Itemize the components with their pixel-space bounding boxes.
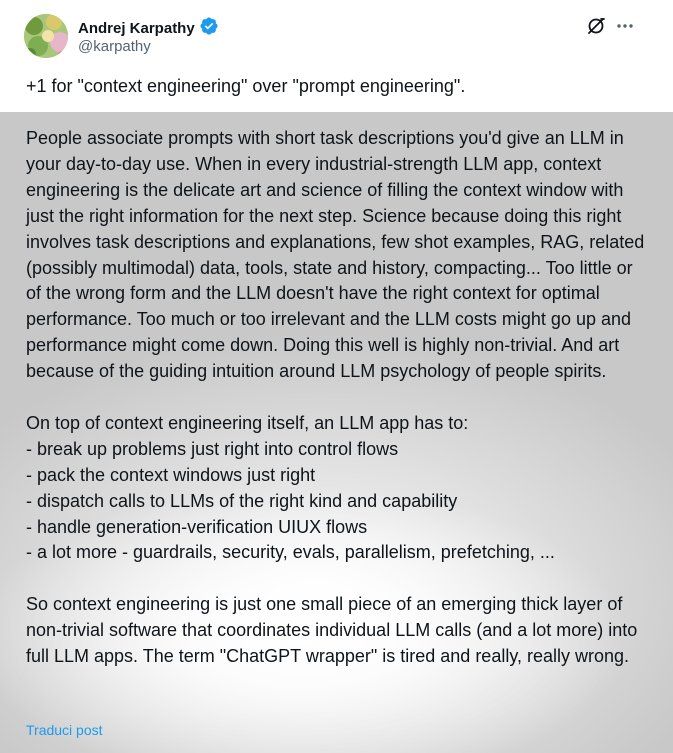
paragraph-3: So context engineering is just one small piece of an emerging thick layer of non-trivial software that coordinates individual LLM calls (and a lot more) into full LLM apps. The term "ChatGPT wrapper" is tired and really, really wrong. xyxy=(26,594,638,667)
list-heading: On top of context engineering itself, an LLM app has to: xyxy=(26,412,469,433)
author-display-name[interactable]: Andrej Karpathy xyxy=(78,20,195,37)
translate-post-link[interactable]: Traduci post xyxy=(26,722,103,738)
paragraph-spacer xyxy=(26,385,651,411)
more-options-icon[interactable] xyxy=(615,16,635,36)
tweet-intro-text: +1 for "context engineering" over "prompt engineering". xyxy=(26,76,466,96)
grok-icon[interactable] xyxy=(586,16,606,36)
paragraph-1: People associate prompts with short task descriptions you'd give an LLM in your day-to-day use. When in every industrial-strength LLM app, context engineering is the delicate art and science of filling the context window with just the right information for the next step. Science because doing this right involves task descriptions and explanations, few shot examples, RAG, related (possibly multimodal) data, tools, state and history, compacting... Too little or of the wrong form and the LLM doesn't have the right context for optimal performance. Too much or too irrelevant and the LLM costs might go up and performance might come down. Doing this well is highly non-trivial. And art because of the guiding intuition around LLM psychology of people spirits. xyxy=(26,128,645,382)
list-item: - handle generation-verification UIUX flows xyxy=(26,516,368,537)
list-item: - a lot more - guardrails, security, evals, parallelism, prefetching, ... xyxy=(26,542,555,563)
list-item: - break up problems just right into control flows xyxy=(26,438,399,459)
avatar[interactable] xyxy=(24,14,68,58)
verified-badge-icon xyxy=(199,16,219,41)
quoted-text-block xyxy=(26,126,651,670)
paragraph-spacer xyxy=(26,566,651,592)
author-handle[interactable]: @karpathy xyxy=(78,38,151,55)
tweet-header xyxy=(0,0,673,112)
list-item: - pack the context windows just right xyxy=(26,464,316,485)
list-item: - dispatch calls to LLMs of the right kind and capability xyxy=(26,490,458,511)
avatar-image xyxy=(24,14,68,58)
